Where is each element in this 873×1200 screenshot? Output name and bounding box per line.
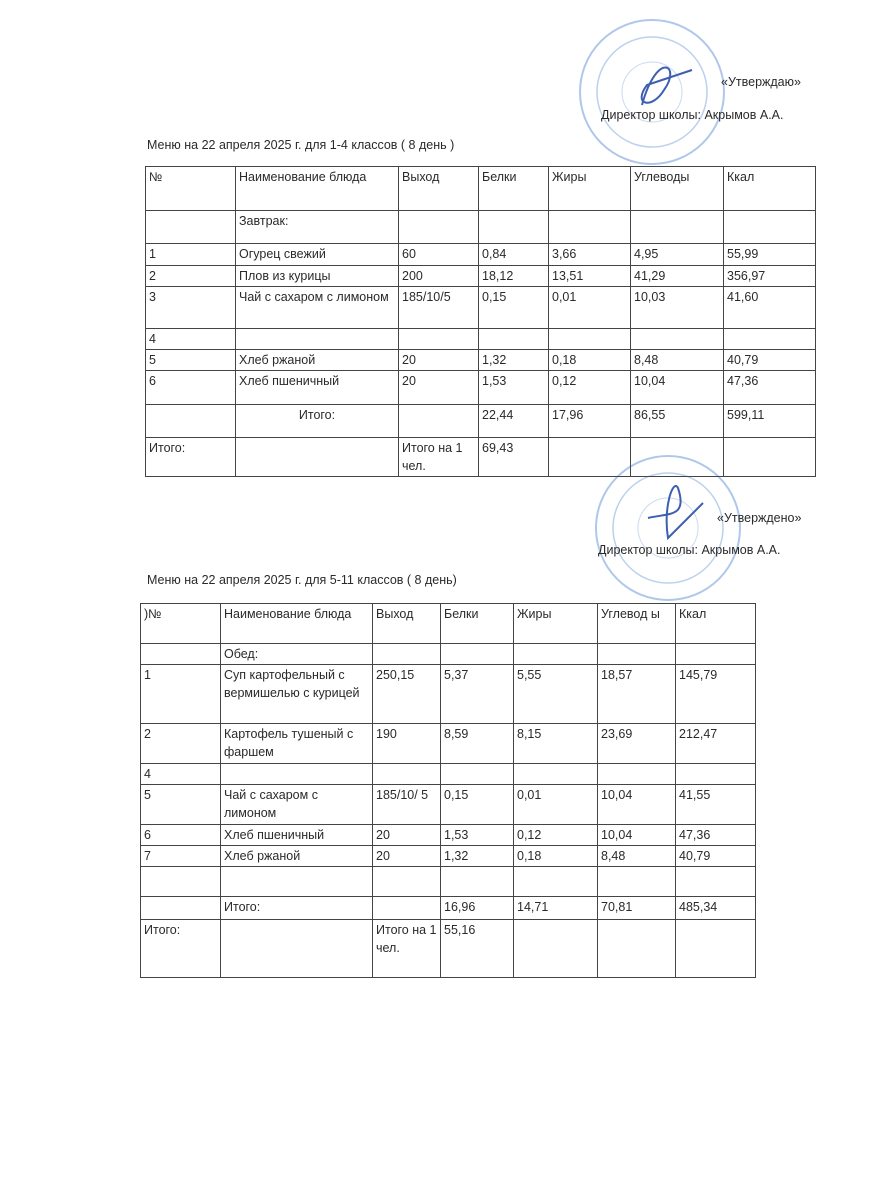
cell: 10,04 — [598, 785, 676, 825]
cell: 185/10/5 — [399, 287, 479, 329]
cell: 10,04 — [598, 825, 676, 846]
cell: 8,48 — [598, 846, 676, 867]
cell: 3 — [146, 287, 236, 329]
cell: 6 — [146, 371, 236, 405]
cell: 8,48 — [631, 350, 724, 371]
table-row — [141, 665, 756, 724]
header-cell: Выход — [399, 167, 479, 211]
cell: 0,01 — [514, 785, 598, 825]
cell: 2 — [146, 266, 236, 287]
table-row — [146, 266, 816, 287]
table-row — [141, 764, 756, 785]
cell: 212,47 — [676, 724, 756, 764]
grand-total-row — [141, 920, 756, 978]
cell: 8,59 — [441, 724, 514, 764]
cell: 250,15 — [373, 665, 441, 724]
header-cell: № — [146, 167, 236, 211]
cell: 0,15 — [441, 785, 514, 825]
header-cell: Белки — [479, 167, 549, 211]
cell: 20 — [399, 371, 479, 405]
cell: 10,03 — [631, 287, 724, 329]
cell: 13,51 — [549, 266, 631, 287]
table-row — [141, 825, 756, 846]
table-row — [141, 785, 756, 825]
per-person-label: Итого на 1 чел. — [399, 438, 479, 477]
header-cell: Ккал — [676, 604, 756, 644]
table-row — [146, 329, 816, 350]
cell: 20 — [373, 846, 441, 867]
cell: 14,71 — [514, 897, 598, 920]
cell: 16,96 — [441, 897, 514, 920]
cell: 356,97 — [724, 266, 816, 287]
header-cell: Углеводы — [631, 167, 724, 211]
cell: 18,57 — [598, 665, 676, 724]
header-cell: Белки — [441, 604, 514, 644]
cell: 7 — [141, 846, 221, 867]
cell: 20 — [399, 350, 479, 371]
cell: 0,01 — [549, 287, 631, 329]
cell: 4,95 — [631, 244, 724, 266]
cell: Чай с сахаром с лимоном — [236, 287, 399, 329]
cell: 10,04 — [631, 371, 724, 405]
cell: 0,18 — [549, 350, 631, 371]
cell: 4 — [141, 764, 221, 785]
cell: 70,81 — [598, 897, 676, 920]
cell: 3,66 — [549, 244, 631, 266]
approval-label: «Утверждаю» — [721, 75, 801, 89]
cell: 22,44 — [479, 405, 549, 438]
director-signature-line: Директор школы: Акрымов А.А. — [598, 543, 781, 557]
cell: 5 — [146, 350, 236, 371]
table-row — [146, 244, 816, 266]
cell: 599,11 — [724, 405, 816, 438]
menu-title: Меню на 22 апреля 2025 г. для 1-4 классов ( 8 день ) — [147, 138, 455, 152]
cell: Чай с сахаром с лимоном — [221, 785, 373, 825]
cell: 8,15 — [514, 724, 598, 764]
header-cell: Жиры — [514, 604, 598, 644]
cell: 40,79 — [676, 846, 756, 867]
cell: 0,12 — [514, 825, 598, 846]
school-seal-stamp — [572, 10, 742, 170]
table-row — [141, 846, 756, 867]
grand-total-row — [146, 438, 816, 477]
cell: 20 — [373, 825, 441, 846]
cell: 5,37 — [441, 665, 514, 724]
total-label: Итого: — [221, 897, 373, 920]
table-row — [146, 287, 816, 329]
cell: 60 — [399, 244, 479, 266]
cell: 145,79 — [676, 665, 756, 724]
cell: 18,12 — [479, 266, 549, 287]
grand-total-label: Итого: — [141, 920, 221, 978]
header-cell: )№ — [141, 604, 221, 644]
cell: 0,15 — [479, 287, 549, 329]
section-row — [141, 644, 756, 665]
cell: Картофель тушеный с фаршем — [221, 724, 373, 764]
cell: 5 — [141, 785, 221, 825]
table-header-row — [146, 167, 816, 211]
header-cell: Наименование блюда — [221, 604, 373, 644]
cell: 1,53 — [479, 371, 549, 405]
menu-title: Меню на 22 апреля 2025 г. для 5-11 классов ( 8 день) — [147, 573, 457, 587]
cell: Плов из курицы — [236, 266, 399, 287]
cell: 6 — [141, 825, 221, 846]
header-cell: Углевод ы — [598, 604, 676, 644]
cell: 86,55 — [631, 405, 724, 438]
cell: 47,36 — [724, 371, 816, 405]
cell: 55,99 — [724, 244, 816, 266]
cell: Хлеб ржаной — [236, 350, 399, 371]
header-cell: Выход — [373, 604, 441, 644]
cell: Суп картофельный с вермишелью с курицей — [221, 665, 373, 724]
cell: 4 — [146, 329, 236, 350]
cell: 23,69 — [598, 724, 676, 764]
table-row — [141, 724, 756, 764]
menu-table-grades-5-11 — [140, 603, 756, 978]
cell: 17,96 — [549, 405, 631, 438]
cell: 200 — [399, 266, 479, 287]
section-label: Обед: — [221, 644, 373, 665]
cell: 1,32 — [441, 846, 514, 867]
approval-label: «Утверждено» — [717, 511, 802, 525]
total-label: Итого: — [236, 405, 399, 438]
director-signature-line: Директор школы: Акрымов А.А. — [601, 108, 784, 122]
section-row — [146, 211, 816, 244]
menu-table-grades-1-4 — [145, 166, 816, 477]
cell: 1 — [141, 665, 221, 724]
empty-row — [141, 867, 756, 897]
per-person-label: Итого на 1 чел. — [373, 920, 441, 978]
header-cell: Ккал — [724, 167, 816, 211]
cell: 1,32 — [479, 350, 549, 371]
cell: 41,29 — [631, 266, 724, 287]
cell: 5,55 — [514, 665, 598, 724]
per-person-value: 55,16 — [441, 920, 514, 978]
cell: 185/10/ 5 — [373, 785, 441, 825]
cell: 190 — [373, 724, 441, 764]
table-row — [146, 350, 816, 371]
table-header-row — [141, 604, 756, 644]
total-row — [146, 405, 816, 438]
per-person-value: 69,43 — [479, 438, 549, 477]
cell: 0,18 — [514, 846, 598, 867]
cell: 40,79 — [724, 350, 816, 371]
cell: 0,12 — [549, 371, 631, 405]
section-label: Завтрак: — [236, 211, 399, 244]
cell: 0,84 — [479, 244, 549, 266]
total-row — [141, 897, 756, 920]
cell: 1,53 — [441, 825, 514, 846]
cell: 41,60 — [724, 287, 816, 329]
header-cell: Наименование блюда — [236, 167, 399, 211]
cell: Хлеб пшеничный — [236, 371, 399, 405]
cell: Хлеб ржаной — [221, 846, 373, 867]
cell: 485,34 — [676, 897, 756, 920]
header-cell: Жиры — [549, 167, 631, 211]
cell: Огурец свежий — [236, 244, 399, 266]
cell: 41,55 — [676, 785, 756, 825]
grand-total-label: Итого: — [146, 438, 236, 477]
cell: 2 — [141, 724, 221, 764]
cell: Хлеб пшеничный — [221, 825, 373, 846]
cell: 1 — [146, 244, 236, 266]
cell: 47,36 — [676, 825, 756, 846]
table-row — [146, 371, 816, 405]
